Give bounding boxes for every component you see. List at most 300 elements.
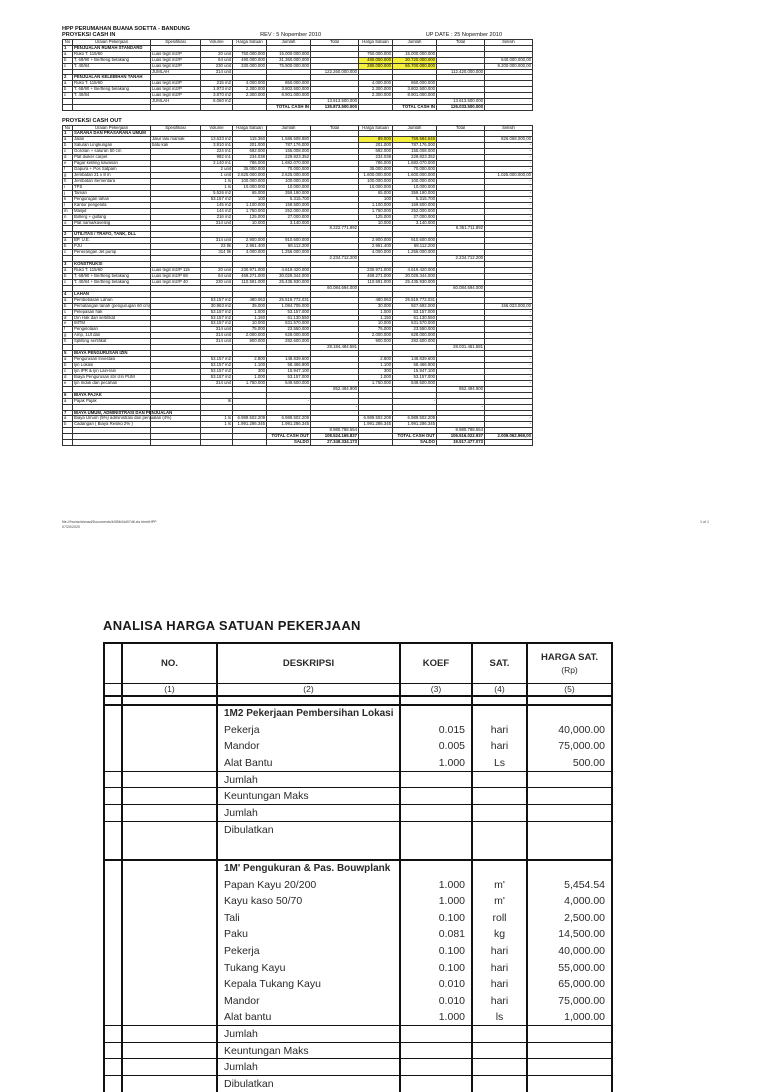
table-cell: n (63, 214, 73, 220)
table-cell: g (63, 333, 73, 339)
no-cell (122, 722, 217, 739)
table-cell: 910.600.000 (267, 238, 311, 244)
table-cell: 110.591.000 (233, 279, 267, 285)
work-item-row (104, 860, 612, 877)
table-cell: 3.802.500.000 (393, 87, 437, 93)
spacer-cell (104, 1075, 122, 1092)
table-cell: 148.839.600 (267, 357, 311, 363)
table-cell: TOTAL CASH OUT (393, 434, 437, 440)
table-cell: a (63, 51, 73, 57)
ahsp-header-row (104, 643, 612, 683)
table-cell: 75.000 (233, 327, 267, 333)
table-cell: o (63, 220, 73, 226)
page-number: 1 of 1 (700, 520, 709, 524)
table-cell: T. 68/90 + Bertteng belakang (73, 57, 151, 63)
column-header: Total (437, 125, 485, 131)
table-cell: 106.516.022.937 (437, 434, 485, 440)
item-koef: 0.010 (400, 993, 472, 1010)
table-cell: 1.100 (233, 363, 267, 369)
table-cell: 156.023.000,00 (485, 303, 533, 309)
table-cell: 25.519.772.031 (267, 297, 311, 303)
item-harga: 14,500.00 (527, 926, 612, 943)
table-cell: 786.000 (233, 161, 267, 167)
table-cell: 70.000.000 (393, 167, 437, 173)
table-cell: 13.613.500.000 (437, 99, 485, 105)
table-cell (73, 105, 151, 111)
table-cell: 13.613.500.000 (311, 99, 359, 105)
table-cell: 1.000 (359, 309, 393, 315)
table-cell: b (63, 303, 73, 309)
table-cell: JUMLAH (151, 69, 201, 75)
table-cell: 900.000 (359, 339, 393, 345)
table-cell: h (63, 339, 73, 345)
table-cell: 2.800 (359, 357, 393, 363)
summary-row (104, 805, 612, 822)
table-cell: a (63, 398, 73, 404)
table-cell: Pembebasan Lahan (73, 297, 151, 303)
table-cell: 230.971.000 (359, 268, 393, 274)
spacer-cell (104, 993, 122, 1010)
no-cell (122, 705, 217, 722)
item-koef: 0.005 (400, 738, 472, 755)
table-cell: 8.980.788.554 (311, 428, 359, 434)
table-cell: 201.000 (233, 143, 267, 149)
spacer-cell (217, 696, 400, 705)
empty-cell (472, 1059, 527, 1076)
item-harga: 65,000.00 (527, 976, 612, 993)
item-koef: 0.100 (400, 959, 472, 976)
empty-cell (527, 821, 612, 838)
table-cell: e (63, 380, 73, 386)
table-cell: Pengelolaan (73, 327, 151, 333)
empty-cell (472, 1075, 527, 1092)
table-cell: 2.300.000 (359, 87, 393, 93)
table-cell: 58.466.900 (393, 363, 437, 369)
table-cell: 15.947.100 (267, 368, 311, 374)
empty-cell (472, 821, 527, 838)
table-cell: 2.625.000.000 (233, 173, 267, 179)
table-cell: 2.300.000 (233, 87, 267, 93)
desc-header: DESKRIPSI (217, 643, 400, 683)
table-cell: 230 unit (201, 279, 233, 285)
column-header: Volume (201, 39, 233, 45)
table-cell: 234.038 (359, 155, 393, 161)
table-cell: 3.910 m1 (201, 143, 233, 149)
table-cell (151, 105, 201, 111)
item-desc: Mandor (217, 738, 400, 755)
table-cell: 1.973 m2 (201, 87, 233, 93)
table-cell: 75.900.000.000 (267, 63, 311, 69)
spacer-cell (104, 943, 122, 960)
table-cell: 1.750.000 (359, 380, 393, 386)
table-cell: Pagar keliling kawasan (73, 161, 151, 167)
summary-label: Keuntungan Maks (217, 1042, 400, 1059)
cash-in-title: PROYEKSI CASH IN (62, 32, 116, 39)
table-cell: 15.000.000.000 (393, 51, 437, 57)
item-koef: 1.000 (400, 1009, 472, 1026)
table-cell: 100 (233, 196, 267, 202)
table-cell: 330.000.000 (233, 63, 267, 69)
table-cell: 100.000.000 (267, 178, 311, 184)
table-cell: Jembatan 21 x 8 m (73, 173, 151, 179)
column-header: Jumlah (267, 125, 311, 131)
spacer-row (104, 838, 612, 860)
column-index: (1) (122, 683, 217, 696)
table-cell: 1.991.286.345 (267, 422, 311, 428)
table-cell: 1 ls (201, 416, 233, 422)
table-cell: 25.435.930.000 (267, 279, 311, 285)
table-cell: - (485, 309, 533, 315)
column-index: (3) (400, 683, 472, 696)
table-cell: - (485, 167, 533, 173)
cash-in-table (62, 39, 533, 111)
table-cell: 30.029.344.000 (393, 273, 437, 279)
table-cell: 314 unit (201, 220, 233, 226)
table-cell (201, 440, 233, 446)
table-cell: 53.157 m2 (201, 315, 233, 321)
item-sat: m' (472, 876, 527, 893)
no-cell (122, 910, 217, 927)
table-cell: KONSTRUKSI (73, 262, 151, 268)
column-header: Harga Satuan (359, 39, 393, 45)
table-cell: 1.256.000.000 (393, 250, 437, 256)
column-header: Harga Satuan (359, 125, 393, 131)
table-cell: 144 m2 (201, 208, 233, 214)
table-cell: h (63, 178, 73, 184)
table-cell (359, 440, 393, 446)
table-cell: 65.000 (233, 190, 267, 196)
item-sat: m' (472, 893, 527, 910)
harga-header (527, 643, 612, 683)
table-cell: 3.870 m2 (201, 93, 233, 99)
empty-cell (527, 705, 612, 722)
table-cell: 23.550.000 (267, 327, 311, 333)
table-cell: - (485, 143, 533, 149)
column-header: Harga Satuan (233, 125, 267, 131)
table-cell: 75.000 (359, 327, 393, 333)
table-cell: 4.000.000 (233, 250, 267, 256)
table-cell: Luas tegit m2/P (151, 81, 201, 87)
empty-cell (400, 805, 472, 822)
spacer-cell (104, 722, 122, 739)
table-cell: - (485, 333, 533, 339)
table-cell: 2.961.400 (359, 244, 393, 250)
table-cell: 469.271.000 (233, 273, 267, 279)
table-cell: b (63, 87, 73, 93)
no-cell (122, 1075, 217, 1092)
table-cell: - (485, 244, 533, 250)
table-cell: 860.000.000 (267, 81, 311, 87)
table-cell: 826.068.000,00 (485, 137, 533, 143)
table-cell: BIAYA PAJAK (73, 392, 151, 398)
table-cell: Gapura + Pos Satpam (73, 167, 151, 173)
table-cell: 155.008.000 (267, 149, 311, 155)
table-cell: Splitting sertifikat (73, 339, 151, 345)
table-cell: - (485, 238, 533, 244)
empty-cell (400, 1075, 472, 1092)
table-cell: 1 ls (201, 178, 233, 184)
table-cell: i (63, 184, 73, 190)
table-cell: Pengurusan Investasi (73, 357, 151, 363)
table-cell: - (485, 416, 533, 422)
spacer-cell (104, 893, 122, 910)
table-cell: PJU (73, 244, 151, 250)
table-cell (151, 440, 201, 446)
table-cell: 8.222.771.892 (311, 226, 359, 232)
empty-cell (527, 788, 612, 805)
table-cell: 852.494.900 (437, 386, 485, 392)
table-cell: UTILITAS / TRAFO, TANK, DLL (73, 232, 151, 238)
table-row (104, 876, 612, 893)
table-cell: 252.000.000 (267, 208, 311, 214)
table-cell: 3.140.000 (267, 220, 311, 226)
table-cell: Luas tegit m2/P 40 (151, 279, 201, 285)
table-cell: 314 unit (201, 69, 233, 75)
table-cell (359, 105, 393, 111)
table-cell: 750.000.000 (359, 51, 393, 57)
spacer-cell (104, 755, 122, 772)
table-cell: 224 m1 (201, 149, 233, 155)
item-harga: 40,000.00 (527, 722, 612, 739)
item-koef: 0.081 (400, 926, 472, 943)
table-cell: batu kali (151, 143, 201, 149)
table-cell: 53.157 m2 (201, 374, 233, 380)
table-cell: 1.000 (233, 309, 267, 315)
item-koef: 0.100 (400, 943, 472, 960)
table-cell: e (63, 321, 73, 327)
table-cell: c (63, 93, 73, 99)
item-desc: Pekerja (217, 943, 400, 960)
table-cell (201, 105, 233, 111)
table-cell: BIAYA PENGURUSAN IZIN (73, 351, 151, 357)
spacer-cell (104, 1059, 122, 1076)
table-cell: 2.900.000 (359, 238, 393, 244)
table-cell: 2.625.000.000 (267, 173, 311, 179)
table-cell: 1.025.000.000,00 (485, 173, 533, 179)
spacer-cell (472, 696, 527, 705)
cash-out-title: PROYEKSI CASH OUT (62, 118, 122, 125)
table-cell: b (63, 273, 73, 279)
summary-label: Jumlah (217, 1026, 400, 1043)
rev-date: REV : 5 Nopember 2010 (260, 32, 322, 39)
table-cell: 1.000 (233, 374, 267, 380)
no-cell (122, 738, 217, 755)
table-cell: b (63, 143, 73, 149)
table-cell: 53.157.000 (267, 309, 311, 315)
no-cell (122, 926, 217, 943)
table-cell: 53.157.000 (393, 374, 437, 380)
table-cell: 122.260.000.000 (311, 69, 359, 75)
column-header: No (63, 39, 73, 45)
item-sat: Ls (472, 755, 527, 772)
column-header: Total (311, 39, 359, 45)
spacer-cell (122, 838, 217, 860)
empty-cell (527, 1042, 612, 1059)
table-cell: 100.000.000 (393, 178, 437, 184)
work-item-row (104, 705, 612, 722)
table-cell: 480.000.000 (359, 57, 393, 63)
table-cell: 8.901.000.000 (393, 93, 437, 99)
table-cell: 3.140.000 (393, 220, 437, 226)
column-index: (4) (472, 683, 527, 696)
table-cell: 145 m2 (201, 202, 233, 208)
table-cell: 860.000.000 (393, 81, 437, 87)
item-desc: Kayu kaso 50/70 (217, 893, 400, 910)
table-cell: - (485, 297, 533, 303)
table-cell: Rukó T. 115/60 (73, 81, 151, 87)
empty-cell (527, 771, 612, 788)
table-cell: 300 (233, 368, 267, 374)
table-cell: Pelepasan hak (73, 309, 151, 315)
spacer-cell (104, 1026, 122, 1043)
table-cell: Taman (73, 190, 151, 196)
table-cell: 53.157 m2 (201, 196, 233, 202)
spacer-cell (104, 926, 122, 943)
table-cell: 6.060 m2 (201, 99, 233, 105)
column-header: Harga Satuan (233, 39, 267, 45)
table-cell: 60.084.694.000 (311, 285, 359, 291)
table-cell: 927.692.000 (393, 303, 437, 309)
table-cell: 852.494.900 (311, 386, 359, 392)
table-cell: 4.000.000 (359, 250, 393, 256)
table-cell: 359.190.000 (267, 190, 311, 196)
table-cell: 2.900.000 (233, 238, 267, 244)
table-cell: 2 (63, 232, 73, 238)
table-cell: c (63, 250, 73, 256)
table-cell: 229.823.352 (393, 155, 437, 161)
table-cell: k (63, 196, 73, 202)
table-cell: Bollerg + gullang (73, 214, 151, 220)
file-path: file:///home/ahmad/Documents/b3f5644d07d6.xls.htm#HPP (62, 520, 157, 524)
spacer-cell (104, 643, 122, 683)
summary-label: Jumlah (217, 1059, 400, 1076)
table-cell: 7 (63, 410, 73, 416)
no-cell (122, 788, 217, 805)
table-cell: 2.140 m1 (201, 161, 233, 167)
table-cell: 5.315.700 (267, 196, 311, 202)
table-cell: 6.989.502.209 (359, 416, 393, 422)
spacer-cell (104, 821, 122, 838)
table-cell: 1.100.000 (233, 202, 267, 208)
table-cell: Luas tegit m2/P 115 (151, 268, 201, 274)
table-cell: 6 (63, 392, 73, 398)
item-desc: Tukang Kayu (217, 959, 400, 976)
table-cell: 1.100 (359, 363, 393, 369)
table-cell: 1 (63, 45, 73, 51)
spacer-cell (527, 838, 612, 860)
ahsp-title: ANALISA HARGA SATUAN PEKERJAAN (103, 618, 361, 633)
table-cell: 23.550.000 (393, 327, 437, 333)
table-cell: Penerangan Jet pump (73, 250, 151, 256)
spacer-cell (104, 805, 122, 822)
table-cell: 640.000.000,00 (485, 57, 533, 63)
summary-row (104, 1059, 612, 1076)
table-cell: 910.600.000 (393, 238, 437, 244)
table-cell: 64 unit (201, 273, 233, 279)
table-cell: 27.000.000 (267, 214, 311, 220)
table-cell: 3.802.500.000 (267, 87, 311, 93)
table-cell: 10.000 (359, 220, 393, 226)
table-cell: Luas tegit m2/P (151, 57, 201, 63)
table-cell: - (267, 398, 311, 404)
table-cell: 125.000 (233, 214, 267, 220)
table-cell: - (485, 149, 533, 155)
table-cell: 750.000.000 (233, 51, 267, 57)
table-cell: 1.000 (359, 374, 393, 380)
table-cell: 469.271.000 (359, 273, 393, 279)
table-cell: 4.619.420.000 (393, 268, 437, 274)
table-cell: TOTAL CASH IN (267, 105, 311, 111)
table-cell: Pematangan tanah (pengurugan 60 cm) (74, 302, 151, 308)
table-cell: 480.063 (233, 297, 267, 303)
table-cell: 64 unit (201, 57, 233, 63)
table-cell: 1.991.286.345 (393, 422, 437, 428)
table-cell: 230.971.000 (233, 268, 267, 274)
table-cell: Jalan (73, 137, 151, 143)
column-header: Selisih (485, 125, 533, 131)
table-cell: 2 unit (201, 167, 233, 173)
table-cell: 100 (359, 196, 393, 202)
table-cell: - (485, 214, 533, 220)
table-cell: Amp, 1Ut dan (73, 333, 151, 339)
table-cell: 692.000 (233, 149, 267, 155)
empty-cell (527, 860, 612, 877)
table-cell: 549.500.000 (267, 380, 311, 386)
empty-cell (527, 1075, 612, 1092)
table-cell: BIAYA UMUM, ADMINISTRASI DAN PENJUALAN (74, 409, 173, 415)
empty-cell (400, 1059, 472, 1076)
no-cell (122, 959, 217, 976)
no-cell (122, 1026, 217, 1043)
table-row (104, 959, 612, 976)
table-cell: d (63, 315, 73, 321)
table-cell: 25.519.772.031 (393, 297, 437, 303)
table-cell: d (63, 155, 73, 161)
table-cell: 692.000 (359, 149, 393, 155)
spacer-cell (104, 910, 122, 927)
table-cell: 2.961.400 (233, 244, 267, 250)
table-cell: 31.360.000.000 (267, 57, 311, 63)
table-cell: Luas tegit m2/P (151, 93, 201, 99)
table-cell: 3 (63, 262, 73, 268)
item-koef: 1.000 (400, 755, 472, 772)
spacer-cell (104, 838, 122, 860)
table-cell: 5 (63, 351, 73, 357)
table-cell: c (63, 309, 73, 315)
table-cell: Masjid (73, 208, 151, 214)
table-cell: 159.500.000 (393, 202, 437, 208)
table-cell: - (485, 357, 533, 363)
summary-label: Jumlah (217, 805, 400, 822)
no-cell (122, 1009, 217, 1026)
table-cell: 53.157 m2 (201, 297, 233, 303)
item-sat: hari (472, 959, 527, 976)
spacer-cell (104, 1042, 122, 1059)
item-koef: 0.015 (400, 722, 472, 739)
spacer-cell (104, 976, 122, 993)
table-cell: a (63, 238, 73, 244)
table-cell: 314 unit (201, 380, 233, 386)
table-cell: - (485, 368, 533, 374)
ahsp-page (0, 560, 768, 1091)
summary-label: Jumlah (217, 771, 400, 788)
table-cell: 10.000.000 (233, 184, 267, 190)
table-cell: Pengurugan lahan (73, 196, 151, 202)
table-cell: - (485, 327, 533, 333)
table-cell: 300 (359, 368, 393, 374)
column-header: Jumlah (267, 39, 311, 45)
item-desc: Alat bantu (217, 1009, 400, 1026)
